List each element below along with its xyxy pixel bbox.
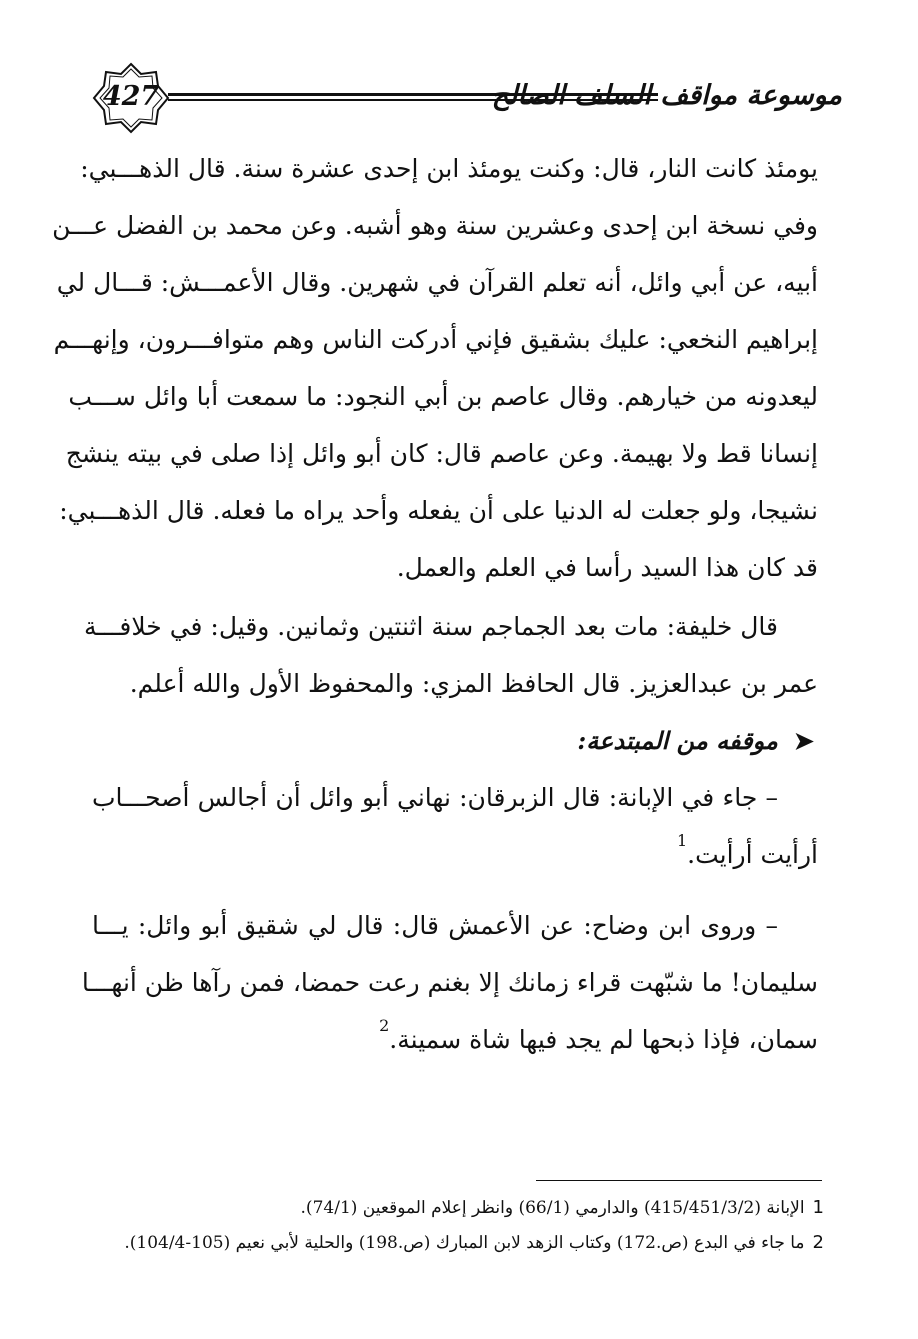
quote-block (81, 897, 818, 1068)
text-line: نشيجا، ولو جعلت له الدنيا على أن يفعله وأحد يراه ما فعله. قال الذهـــبي: (59, 496, 818, 525)
quote-block (92, 769, 818, 883)
text-line: سليمان! ما شبّهت قراء زمانك إلا بغنم رعت حمضا، فمن رآها ظن أنهـــا (81, 968, 818, 997)
footnote-number: 1 (812, 1197, 824, 1218)
section-heading (92, 712, 818, 769)
footnote-text: الإبانة (415/451/3/2) والدارمي (66/1) وانظر إعلام الموقعين (74/1). (300, 1198, 805, 1218)
text-line: أبيه، عن أبي وائل، أنه تعلم القرآن في شهرين. وقال الأعمـــش: قـــال لي (56, 268, 818, 297)
paragraph (84, 598, 818, 712)
footnotes (92, 1190, 824, 1260)
text-line: عمر بن عبدالعزيز. قال الحافظ المزي: والمحفوظ الأول والله أعلم. (129, 669, 818, 698)
text-span: أرأيت أرأيت. (687, 840, 818, 869)
footnote-number: 2 (812, 1232, 824, 1253)
footnote (92, 1190, 824, 1225)
text-line (92, 826, 818, 883)
section-heading-title: موقفه من المبتدعة: (577, 726, 778, 755)
text-line: وفي نسخة ابن إحدى وعشرين سنة وهو أشبه. وعن محمد بن الفضل عـــن (52, 211, 818, 240)
page-header (92, 62, 842, 134)
text-line: إنسانا قط ولا بهيمة. وعن عاصم قال: كان أبو وائل إذا صلى في بيته ينشج (65, 439, 818, 468)
footnote-ref[interactable]: 2 (379, 1016, 390, 1035)
text-line: ليعدونه من خيارهم. وقال عاصم بن أبي النجود: ما سمعت أبا وائل ســـب (68, 382, 818, 411)
text-line: يومئذ كانت النار، قال: وكنت يومئذ ابن إحدى عشرة سنة. قال الذهـــبي: (80, 154, 818, 183)
text-line: إبراهيم النخعي: عليك بشقيق فإني أدركت الناس وهم متوافـــرون، وإنهـــم (53, 325, 818, 354)
footnote-text: ما جاء في البدع (ص.172) وكتاب الزهد لابن المبارك (ص.198) والحلية لأبي نعيم (105-104/4). (124, 1233, 805, 1253)
text-span: سمان، فإذا ذبحها لم يجد فيها شاة سمينة. (389, 1025, 818, 1054)
text-line: – وروى ابن وضاح: عن الأعمش قال: قال لي شقيق أبو وائل: يـــا (92, 911, 778, 940)
page-number: 427 (102, 81, 160, 112)
text-line: قال خليفة: مات بعد الجماجم سنة اثنتين وثمانين. وقيل: في خلافـــة (84, 612, 778, 641)
arrow-marker-icon: ➤ (793, 726, 814, 755)
paragraph (52, 140, 818, 596)
text-line (92, 1011, 818, 1068)
footnote-ref[interactable]: 1 (676, 831, 688, 850)
page-number-badge (92, 62, 170, 134)
text-line: – جاء في الإبانة: قال الزبرقان: نهاني أبو وائل أن أجالس أصحـــاب (92, 783, 778, 812)
footnote-separator (536, 1180, 822, 1181)
series-title: موسوعة مواقف السلف الصالح (491, 80, 842, 111)
footnote (92, 1225, 824, 1260)
main-text (52, 140, 818, 1068)
text-line: قد كان هذا السيد رأسا في العلم والعمل. (396, 553, 818, 582)
